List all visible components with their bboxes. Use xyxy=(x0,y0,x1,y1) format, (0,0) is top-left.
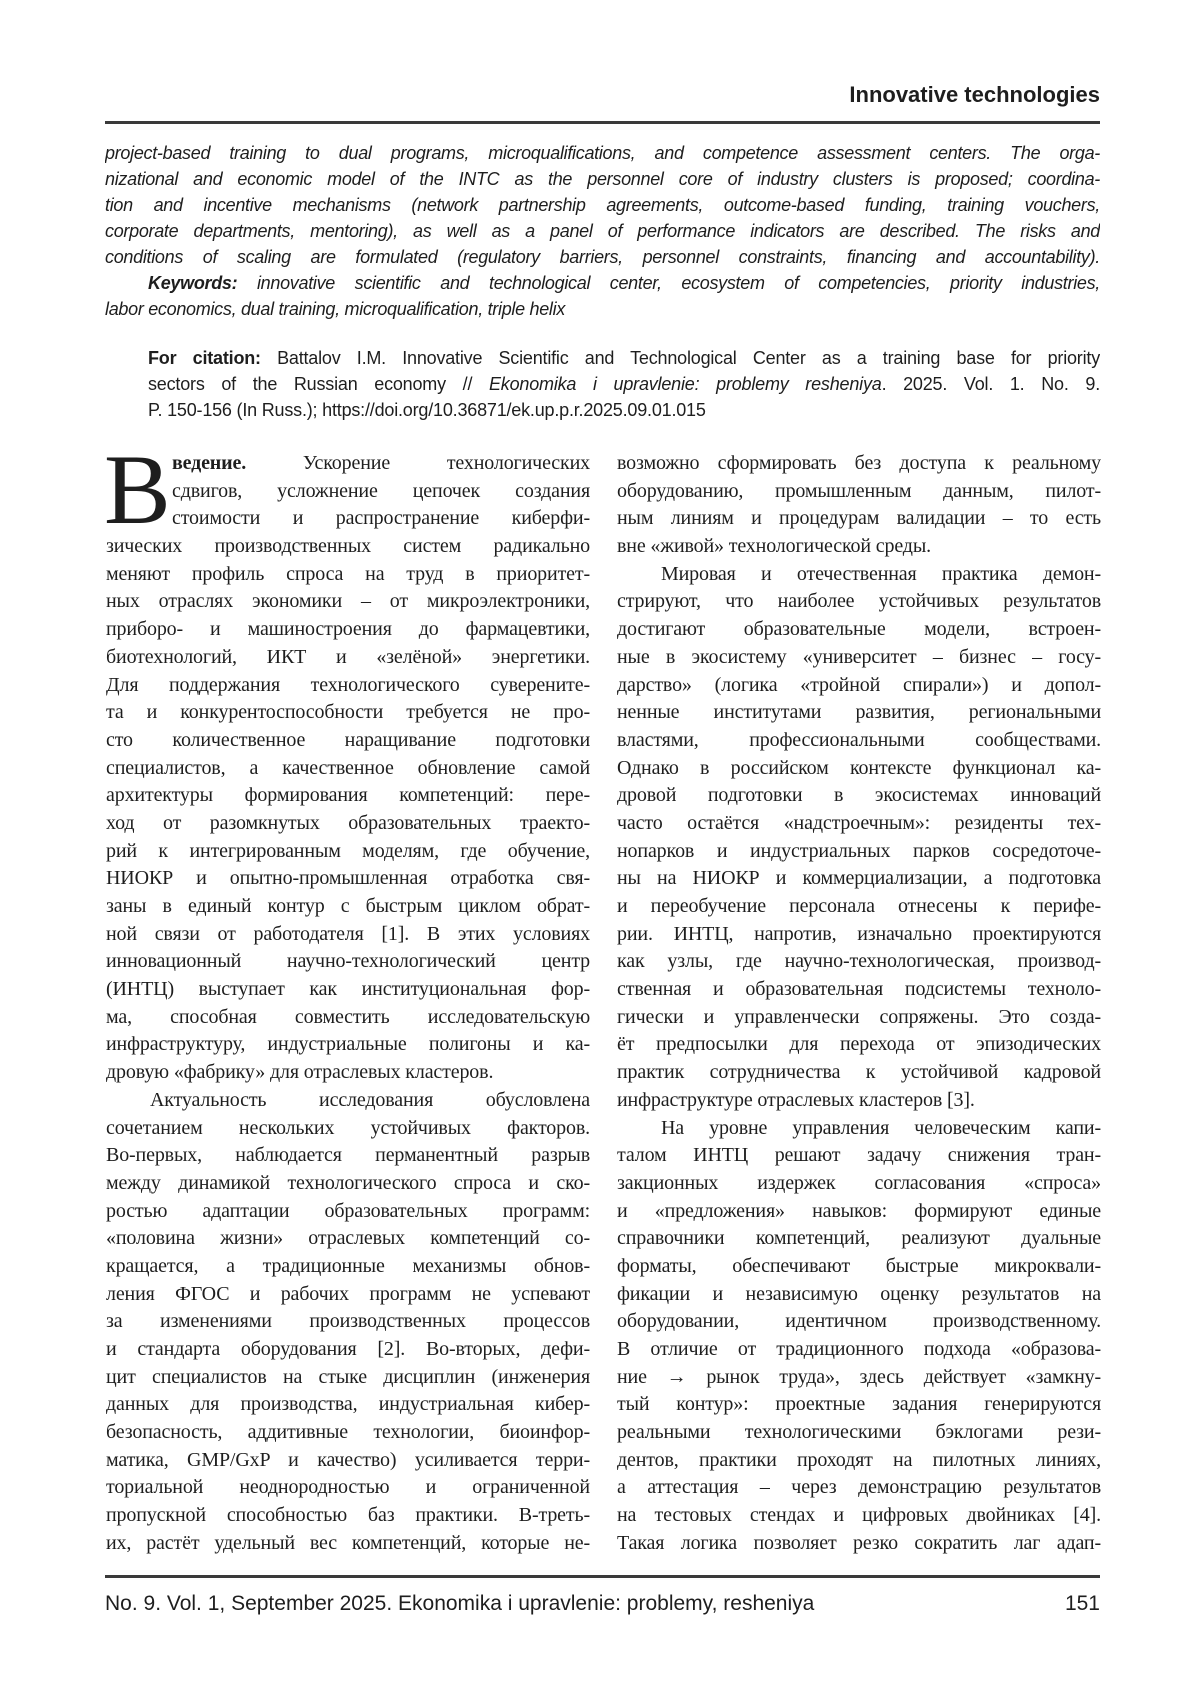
body-text-line: достигают образовательные модели, встроен- xyxy=(617,616,1101,644)
body-text-line: ным линиям и процедурам валидации – то есть xyxy=(617,505,1101,533)
body-text-line: На уровне управления человеческим капи- xyxy=(617,1115,1101,1143)
body-text-line: дровую «фабрику» для отраслевых кластеров. xyxy=(106,1059,590,1087)
body-text-line: ственная и образовательная подсистемы техноло- xyxy=(617,976,1101,1004)
citation-doi-line: P. 150-156 (In Russ.); https://doi.org/10.36871/ek.up.p.r.2025.09.01.015 xyxy=(148,397,1100,423)
citation-label: For citation: xyxy=(148,348,261,368)
header-rule xyxy=(105,121,1100,124)
body-text-line: ход от разомкнутых образовательных траекто- xyxy=(106,810,590,838)
body-text-line: а аттестация – через демонстрацию результатов xyxy=(617,1474,1101,1502)
body-text-line: зических производственных систем радикально xyxy=(106,533,590,561)
body-text-line: реальными технологическими бэклогами рези- xyxy=(617,1419,1101,1447)
abstract-line: nizational and economic model of the INTC as the personnel core of industry clusters is proposed; coordina- xyxy=(105,166,1100,192)
body-text-line: властями, профессиональными сообществами. xyxy=(617,727,1101,755)
body-text-line: на тестовых стендах и цифровых двойниках [4]. xyxy=(617,1502,1101,1530)
body-text-line: меняют профиль спроса на труд в приоритет- xyxy=(106,561,590,589)
citation-line xyxy=(148,345,1100,371)
body-text-line: ны на НИОКР и коммерциализации, а подготовка xyxy=(617,865,1101,893)
body-text-line: ных отраслях экономики – от микроэлектроники, xyxy=(106,588,590,616)
footer-rule xyxy=(105,1575,1100,1578)
page-number: 151 xyxy=(1065,1592,1100,1616)
body-text-line: дровой подготовки в экосистемах инноваций xyxy=(617,782,1101,810)
body-text-line: ёт предпосылки для перехода от эпизодических xyxy=(617,1031,1101,1059)
body-text-line: рий к интегрированным моделям, где обучение, xyxy=(106,838,590,866)
body-text-line: специалистов, а качественное обновление самой xyxy=(106,755,590,783)
body-text-line: дентов, практики проходят на пилотных линиях, xyxy=(617,1447,1101,1475)
abstract-line: conditions of scaling are formulated (regulatory barriers, personnel constraints, financing and accountability). xyxy=(105,244,1100,270)
body-text-line: биотехнологий, ИКТ и «зелёной» энергетики. xyxy=(106,644,590,672)
abstract-line: corporate departments, mentoring), as well as a panel of performance indicators are described. The risks and xyxy=(105,218,1100,244)
body-text-line: ненные институтами развития, региональными xyxy=(617,699,1101,727)
body-text-line: «половина жизни» отраслевых компетенций со- xyxy=(106,1225,590,1253)
body-text-line: их, растёт удельный вес компетенций, которые не- xyxy=(106,1530,590,1558)
body-text-line: возможно сформировать без доступа к реальному xyxy=(617,450,1101,478)
body-text-line: ные в экосистему «университет – бизнес – госу- xyxy=(617,644,1101,672)
body-text-line xyxy=(106,450,590,478)
body-text-line: и «предложения» навыков: формируют единые xyxy=(617,1198,1101,1226)
body-text-line: инфраструктуру, индустриальные полигоны и ка- xyxy=(106,1031,590,1059)
body-text-line: сочетанием нескольких устойчивых факторов. xyxy=(106,1115,590,1143)
body-text-line: фикации и независимую оценку результатов на xyxy=(617,1281,1101,1309)
body-text-line: нопарков и индустриальных парков сосредоточе- xyxy=(617,838,1101,866)
body-text-line: тый контур»: проектные задания генерируются xyxy=(617,1391,1101,1419)
abstract xyxy=(105,140,1100,322)
body-text-line: стоимости и распространение киберфи- xyxy=(106,505,590,533)
body-text-line: приборо- и машиностроения до фармацевтики, xyxy=(106,616,590,644)
body-text-line: инновационный научно-технологический центр xyxy=(106,948,590,976)
running-head-section-title: Innovative technologies xyxy=(849,82,1100,108)
citation-text: sectors of the Russian economy // xyxy=(148,374,489,394)
abstract-line: project-based training to dual programs, microqualifications, and competence assessment centers. The orga- xyxy=(105,140,1100,166)
body-text-line: кращается, а традиционные механизмы обнов- xyxy=(106,1253,590,1281)
body-text-line: практик сотрудничества к устойчивой кадровой xyxy=(617,1059,1101,1087)
body-text-line: оборудовании, идентичном производственному. xyxy=(617,1308,1101,1336)
body-text-line: за изменениями производственных процессов xyxy=(106,1308,590,1336)
body-text-line: и стандарта оборудования [2]. Во-вторых, дефи- xyxy=(106,1336,590,1364)
body-text-line: гически и управленчески сопряжены. Это созда- xyxy=(617,1004,1101,1032)
body-text-line: стрируют, что наиболее устойчивых результатов xyxy=(617,588,1101,616)
citation-line xyxy=(148,371,1100,397)
body-text-line: данных для производства, индустриальная кибер- xyxy=(106,1391,590,1419)
body-text-line: заны в единый контур с быстрым циклом обрат- xyxy=(106,893,590,921)
body-text-line: форматы, обеспечивают быстрые микроквали- xyxy=(617,1253,1101,1281)
body-text-line: ма, способная совместить исследовательскую xyxy=(106,1004,590,1032)
drop-cap: В xyxy=(104,440,171,540)
body-text-line: Для поддержания технологического суверените- xyxy=(106,672,590,700)
citation-journal: Ekonomika i upravlenie: problemy resheniya xyxy=(489,374,882,394)
body-text: Ускорение технологических xyxy=(246,452,590,474)
body-text-line: В отличие от традиционного подхода «образова- xyxy=(617,1336,1101,1364)
body-text-line: архитектуры формирования компетенций: пере- xyxy=(106,782,590,810)
body-text-line: оборудованию, промышленным данным, пилот- xyxy=(617,478,1101,506)
body-text-line: матика, GMP/GxP и качество) усиливается терри- xyxy=(106,1447,590,1475)
keywords-text: innovative scientific and technological center, ecosystem of competencies, priority industries, xyxy=(257,273,1100,293)
body-text-line: Такая логика позволяет резко сократить лаг адап- xyxy=(617,1530,1101,1558)
body-text-line: дарство» (логика «тройной спирали») и допол- xyxy=(617,672,1101,700)
citation-text: Battalov I.M. Innovative Scientific and Technological Center as a training base for priority xyxy=(277,348,1100,368)
keywords-line: labor economics, dual training, microqualification, triple helix xyxy=(105,296,1100,322)
body-text-line: справочники компетенций, реализуют дуальные xyxy=(617,1225,1101,1253)
body-text-line: ления ФГОС и рабочих программ не успевают xyxy=(106,1281,590,1309)
body-text-line: цит специалистов на стыке дисциплин (инженерия xyxy=(106,1364,590,1392)
body-text-line: НИОКР и опытно-промышленная отработка свя- xyxy=(106,865,590,893)
footer-journal-info: No. 9. Vol. 1, September 2025. Ekonomika i upravlenie: problemy, resheniya xyxy=(105,1592,814,1616)
body-text-line: ростью адаптации образовательных программ: xyxy=(106,1198,590,1226)
keywords-label: Keywords: xyxy=(148,273,237,293)
body-text-line: сто количественное наращивание подготовки xyxy=(106,727,590,755)
body-text-line: сдвигов, усложнение цепочек создания xyxy=(106,478,590,506)
body-text-line: рии. ИНТЦ, напротив, изначально проектируются xyxy=(617,921,1101,949)
citation xyxy=(148,345,1100,423)
body-text-line: (ИНТЦ) выступает как институциональная фор- xyxy=(106,976,590,1004)
body-text-line: вне «живой» технологической среды. xyxy=(617,533,1101,561)
body-text-line: ние → рынок труда», здесь действует «замкну- xyxy=(617,1364,1101,1392)
body-text-line: талом ИНТЦ решают задачу снижения тран- xyxy=(617,1142,1101,1170)
body-text-line: ториальной неоднородностью и ограниченной xyxy=(106,1474,590,1502)
body-text-line: инфраструктуре отраслевых кластеров [3]. xyxy=(617,1087,1101,1115)
body-text-line: часто остаётся «надстроечным»: резиденты тех- xyxy=(617,810,1101,838)
body-text-line: между динамикой технологического спроса и ско- xyxy=(106,1170,590,1198)
body-text-line: Во-первых, наблюдается перманентный разрыв xyxy=(106,1142,590,1170)
body-text-line: ной связи от работодателя [1]. В этих условиях xyxy=(106,921,590,949)
citation-text: . 2025. Vol. 1. No. 9. xyxy=(882,374,1100,394)
body-column-left xyxy=(106,450,590,1558)
body-text-line: закционных издержек согласования «спроса» xyxy=(617,1170,1101,1198)
body-text-line: безопасность, аддитивные технологии, биоинфор- xyxy=(106,1419,590,1447)
lead-word: ведение. xyxy=(172,452,246,474)
body-text-line: Мировая и отечественная практика демон- xyxy=(617,561,1101,589)
body-text-line: Однако в российском контексте функционал ка- xyxy=(617,755,1101,783)
body-text-line: пропускной способностью баз практики. В-треть- xyxy=(106,1502,590,1530)
body-column-right xyxy=(617,450,1101,1558)
abstract-line: tion and incentive mechanisms (network partnership agreements, outcome-based funding, training vouchers, xyxy=(105,192,1100,218)
body-text-line: как узлы, где научно-технологическая, производ- xyxy=(617,948,1101,976)
body-text-line: и переобучение персонала отнесены к перифе- xyxy=(617,893,1101,921)
body-text-line: Актуальность исследования обусловлена xyxy=(106,1087,590,1115)
body-text-line: та и конкурентоспособности требуется не про- xyxy=(106,699,590,727)
keywords-line xyxy=(105,270,1100,296)
